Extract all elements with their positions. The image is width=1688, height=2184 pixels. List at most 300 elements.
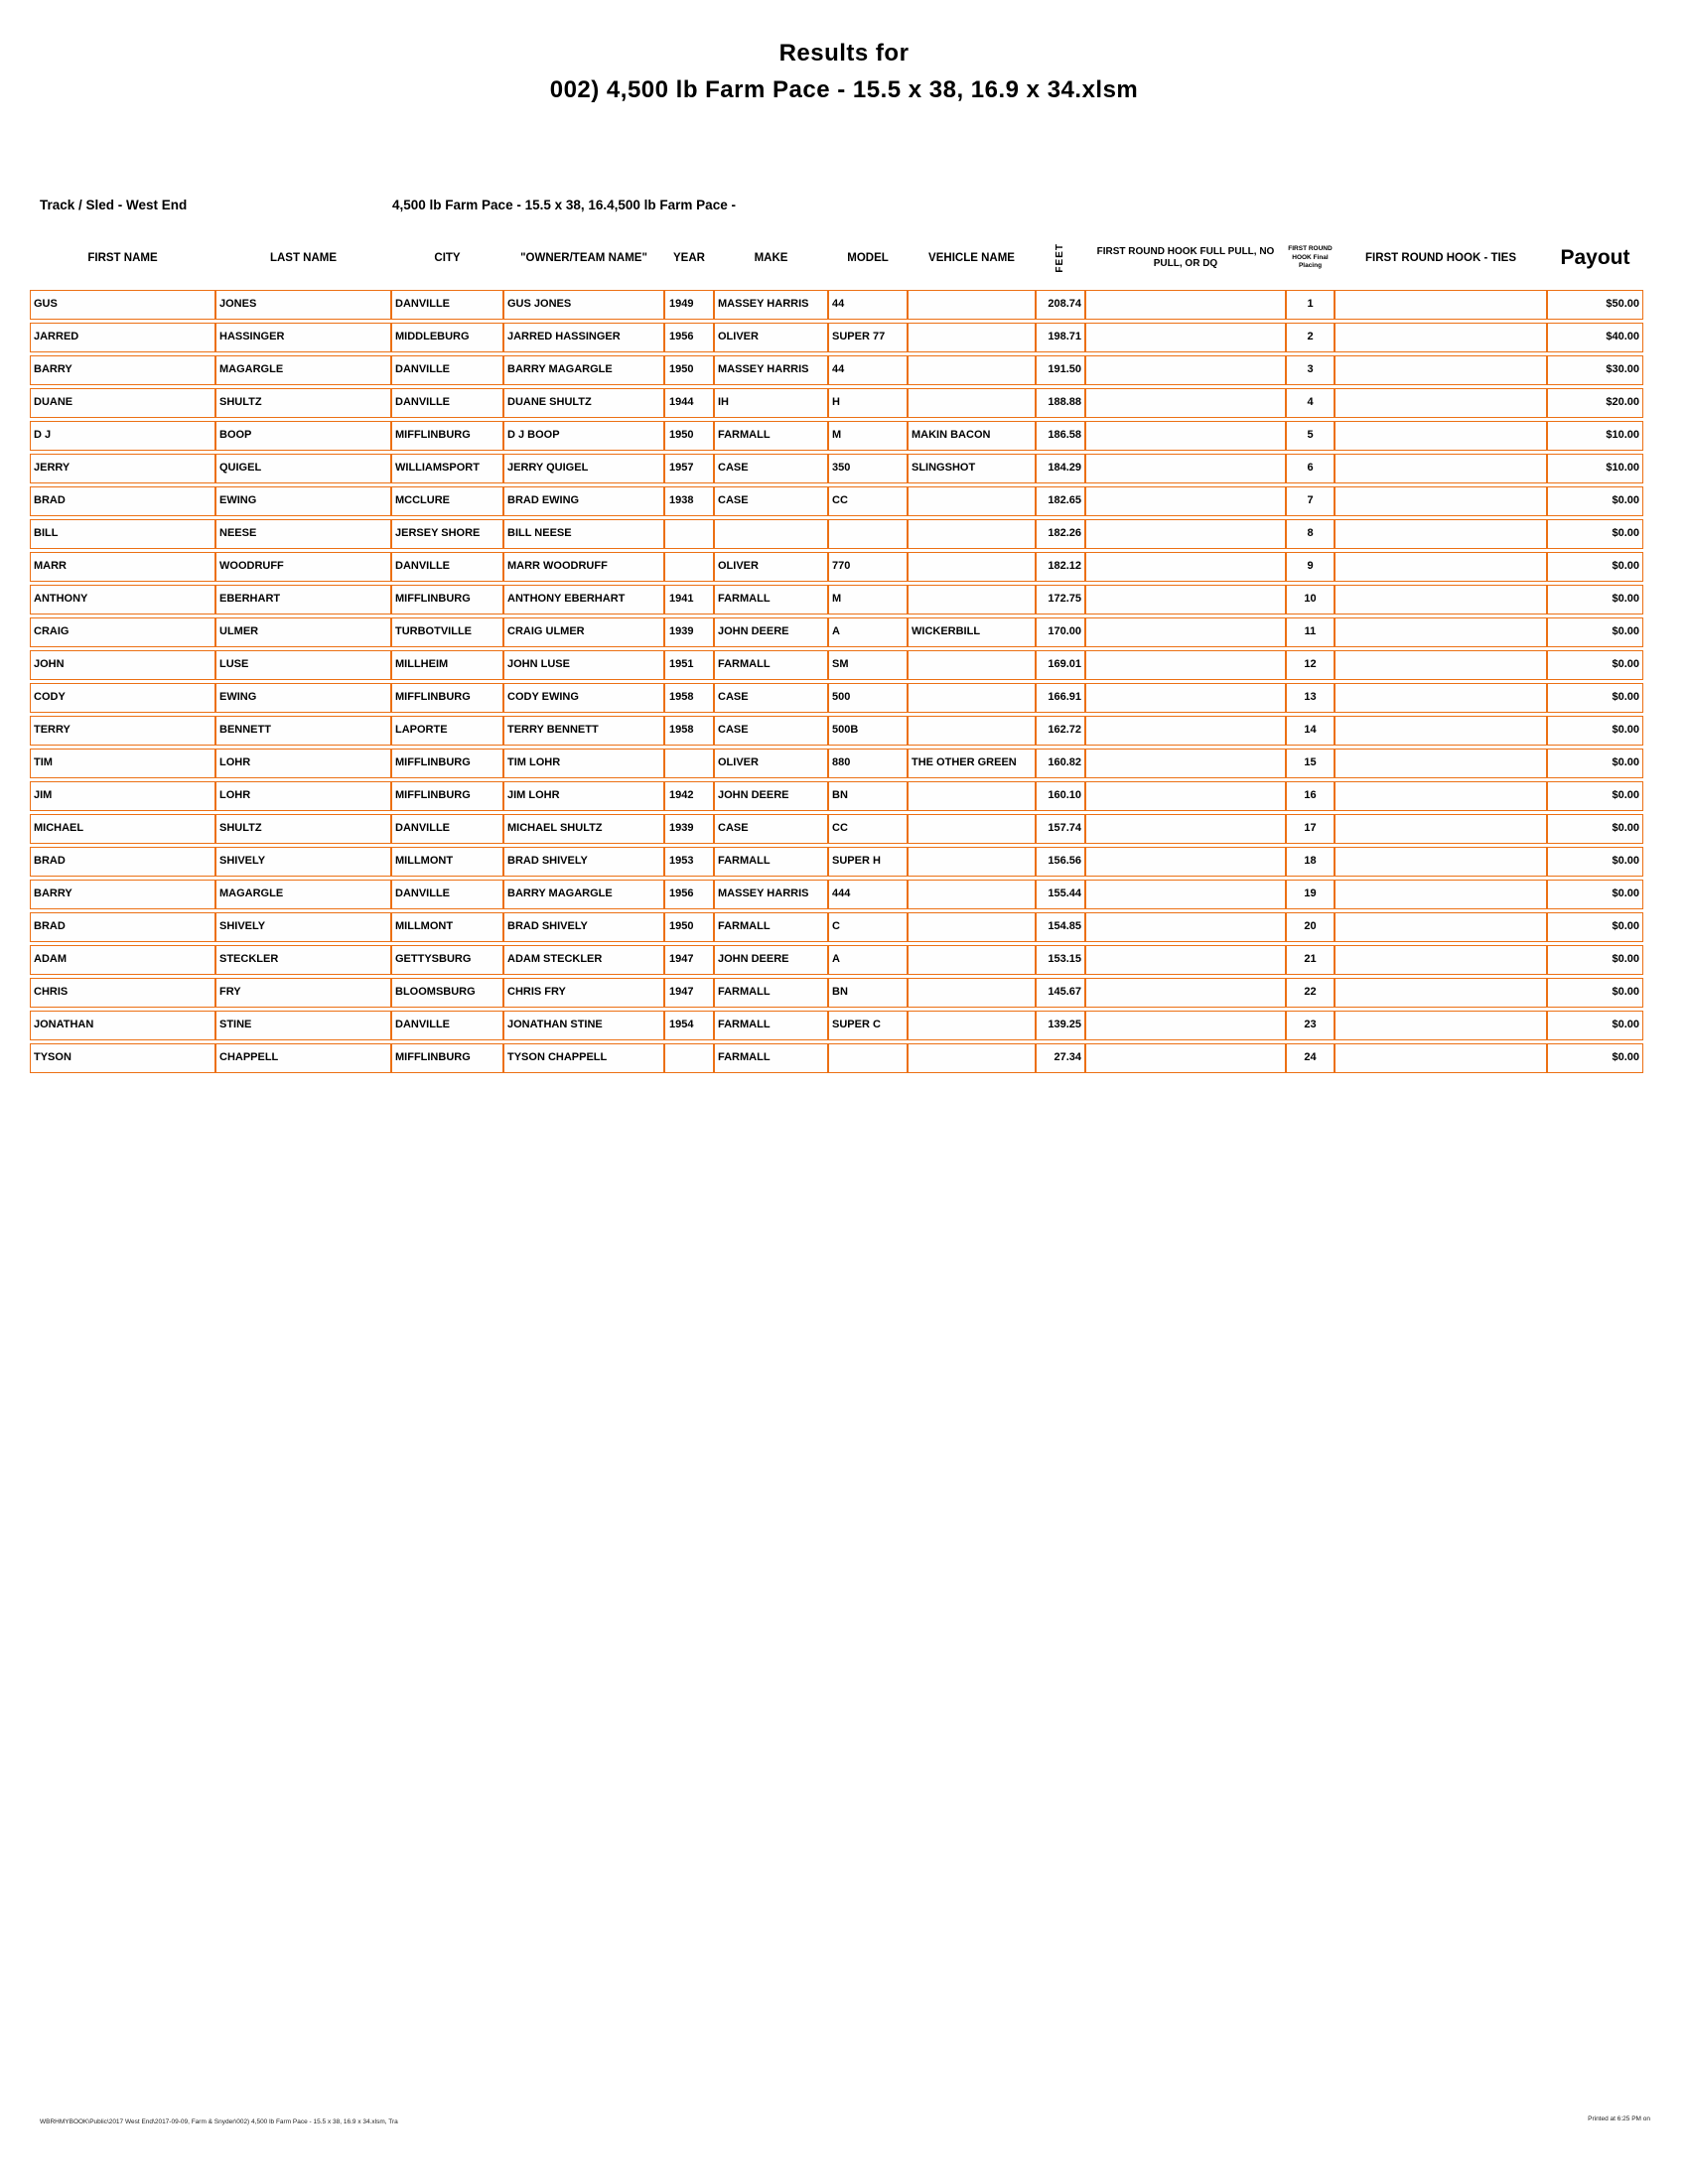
cell-model: SUPER H — [828, 847, 908, 877]
cell-last: JONES — [215, 290, 391, 320]
cell-ties — [1335, 290, 1547, 320]
cell-full_pull — [1085, 388, 1286, 418]
cell-city: GETTYSBURG — [391, 945, 503, 975]
cell-placing: 23 — [1286, 1011, 1335, 1040]
cell-model: A — [828, 617, 908, 647]
cell-payout: $20.00 — [1547, 388, 1643, 418]
cell-feet: 162.72 — [1036, 716, 1085, 746]
cell-model: M — [828, 585, 908, 614]
track-sled-label: Track / Sled - West End — [40, 198, 188, 212]
cell-vehicle — [908, 290, 1036, 320]
cell-first: CRAIG — [30, 617, 215, 647]
cell-full_pull — [1085, 552, 1286, 582]
cell-first: TERRY — [30, 716, 215, 746]
cell-full_pull — [1085, 486, 1286, 516]
table-row — [30, 486, 1643, 516]
cell-owner: D J BOOP — [503, 421, 664, 451]
cell-payout: $0.00 — [1547, 519, 1643, 549]
table-row — [30, 814, 1643, 844]
cell-model: 44 — [828, 290, 908, 320]
footer-printed-at: Printed at 6:25 PM on — [1588, 2116, 1650, 2122]
cell-last: SHIVELY — [215, 912, 391, 942]
table-row — [30, 552, 1643, 582]
cell-vehicle: MAKIN BACON — [908, 421, 1036, 451]
cell-make: OLIVER — [714, 749, 828, 778]
cell-owner: TYSON CHAPPELL — [503, 1043, 664, 1073]
cell-city: MILLHEIM — [391, 650, 503, 680]
cell-year: 1947 — [664, 945, 714, 975]
cell-ties — [1335, 683, 1547, 713]
cell-vehicle — [908, 847, 1036, 877]
cell-year: 1956 — [664, 323, 714, 352]
cell-ties — [1335, 814, 1547, 844]
cell-placing: 16 — [1286, 781, 1335, 811]
cell-feet: 156.56 — [1036, 847, 1085, 877]
cell-vehicle — [908, 355, 1036, 385]
cell-year: 1941 — [664, 585, 714, 614]
cell-full_pull — [1085, 978, 1286, 1008]
cell-feet: 154.85 — [1036, 912, 1085, 942]
cell-payout: $0.00 — [1547, 1043, 1643, 1073]
cell-ties — [1335, 388, 1547, 418]
cell-year — [664, 552, 714, 582]
cell-feet: 153.15 — [1036, 945, 1085, 975]
cell-first: BRAD — [30, 486, 215, 516]
cell-year — [664, 1043, 714, 1073]
cell-feet: 172.75 — [1036, 585, 1085, 614]
report-subtitle-filename: 002) 4,500 lb Farm Pace - 15.5 x 38, 16.9 x 34.xlsm — [549, 76, 1139, 103]
cell-feet: 208.74 — [1036, 290, 1085, 320]
cell-placing: 12 — [1286, 650, 1335, 680]
cell-make: MASSEY HARRIS — [714, 290, 828, 320]
cell-last: EWING — [215, 683, 391, 713]
results-table — [30, 228, 1643, 1076]
cell-make: FARMALL — [714, 847, 828, 877]
col-header-city: CITY — [434, 251, 461, 264]
cell-owner: BRAD EWING — [503, 486, 664, 516]
table-row — [30, 290, 1643, 320]
cell-feet: 184.29 — [1036, 454, 1085, 483]
cell-payout: $30.00 — [1547, 355, 1643, 385]
col-header-make: MAKE — [754, 251, 788, 264]
cell-owner: ANTHONY EBERHART — [503, 585, 664, 614]
cell-feet: 166.91 — [1036, 683, 1085, 713]
cell-ties — [1335, 781, 1547, 811]
cell-placing: 18 — [1286, 847, 1335, 877]
cell-feet: 139.25 — [1036, 1011, 1085, 1040]
cell-year — [664, 749, 714, 778]
cell-year: 1956 — [664, 880, 714, 909]
cell-full_pull — [1085, 421, 1286, 451]
cell-full_pull — [1085, 355, 1286, 385]
cell-payout: $0.00 — [1547, 912, 1643, 942]
cell-make: JOHN DEERE — [714, 945, 828, 975]
cell-full_pull — [1085, 716, 1286, 746]
cell-make: FARMALL — [714, 978, 828, 1008]
table-row — [30, 945, 1643, 975]
cell-first: BRAD — [30, 912, 215, 942]
cell-vehicle — [908, 912, 1036, 942]
report-title: Results for — [778, 40, 910, 67]
event-class-label: 4,500 lb Farm Pace - 15.5 x 38, 16.4,500 lb Farm Pace - — [392, 198, 736, 212]
cell-year: 1942 — [664, 781, 714, 811]
cell-vehicle — [908, 519, 1036, 549]
cell-last: SHULTZ — [215, 814, 391, 844]
cell-model: CC — [828, 814, 908, 844]
cell-first: JOHN — [30, 650, 215, 680]
cell-first: CODY — [30, 683, 215, 713]
cell-placing: 10 — [1286, 585, 1335, 614]
cell-payout: $0.00 — [1547, 716, 1643, 746]
col-header-feet — [1036, 228, 1085, 288]
cell-placing: 22 — [1286, 978, 1335, 1008]
cell-owner: JARRED HASSINGER — [503, 323, 664, 352]
cell-city: MIFFLINBURG — [391, 585, 503, 614]
cell-placing: 9 — [1286, 552, 1335, 582]
cell-last: FRY — [215, 978, 391, 1008]
cell-vehicle — [908, 486, 1036, 516]
cell-owner: JOHN LUSE — [503, 650, 664, 680]
cell-first: CHRIS — [30, 978, 215, 1008]
cell-make: OLIVER — [714, 552, 828, 582]
cell-year: 1949 — [664, 290, 714, 320]
cell-payout: $10.00 — [1547, 421, 1643, 451]
cell-full_pull — [1085, 1011, 1286, 1040]
cell-full_pull — [1085, 683, 1286, 713]
cell-placing: 24 — [1286, 1043, 1335, 1073]
cell-payout: $50.00 — [1547, 290, 1643, 320]
cell-full_pull — [1085, 814, 1286, 844]
cell-ties — [1335, 1043, 1547, 1073]
cell-model: 500 — [828, 683, 908, 713]
cell-full_pull — [1085, 912, 1286, 942]
cell-first: ADAM — [30, 945, 215, 975]
cell-city: WILLIAMSPORT — [391, 454, 503, 483]
table-body — [30, 290, 1643, 1073]
cell-placing: 2 — [1286, 323, 1335, 352]
cell-first: D J — [30, 421, 215, 451]
cell-first: MICHAEL — [30, 814, 215, 844]
table-row — [30, 781, 1643, 811]
col-header-vehicle-name: VEHICLE NAME — [928, 251, 1015, 264]
cell-city: MIFFLINBURG — [391, 421, 503, 451]
cell-full_pull — [1085, 290, 1286, 320]
cell-vehicle — [908, 1043, 1036, 1073]
cell-model — [828, 1043, 908, 1073]
cell-placing: 13 — [1286, 683, 1335, 713]
cell-make: FARMALL — [714, 585, 828, 614]
cell-full_pull — [1085, 323, 1286, 352]
cell-first: JIM — [30, 781, 215, 811]
table-row — [30, 421, 1643, 451]
cell-ties — [1335, 945, 1547, 975]
cell-city: MILLMONT — [391, 847, 503, 877]
cell-first: BILL — [30, 519, 215, 549]
cell-first: JARRED — [30, 323, 215, 352]
cell-full_pull — [1085, 1043, 1286, 1073]
cell-owner: CHRIS FRY — [503, 978, 664, 1008]
cell-full_pull — [1085, 585, 1286, 614]
cell-make: FARMALL — [714, 912, 828, 942]
cell-make: OLIVER — [714, 323, 828, 352]
cell-vehicle — [908, 978, 1036, 1008]
table-row — [30, 617, 1643, 647]
table-row — [30, 585, 1643, 614]
table-row — [30, 749, 1643, 778]
col-header-owner-team-name: "OWNER/TEAM NAME" — [520, 251, 647, 264]
cell-first: JONATHAN — [30, 1011, 215, 1040]
cell-city: DANVILLE — [391, 1011, 503, 1040]
cell-city: MIFFLINBURG — [391, 749, 503, 778]
cell-feet: 188.88 — [1036, 388, 1085, 418]
cell-owner: JIM LOHR — [503, 781, 664, 811]
cell-year: 1939 — [664, 617, 714, 647]
cell-city: BLOOMSBURG — [391, 978, 503, 1008]
cell-city: MCCLURE — [391, 486, 503, 516]
table-row — [30, 978, 1643, 1008]
cell-make: FARMALL — [714, 650, 828, 680]
cell-payout: $0.00 — [1547, 814, 1643, 844]
cell-model — [828, 519, 908, 549]
cell-city: DANVILLE — [391, 355, 503, 385]
cell-placing: 6 — [1286, 454, 1335, 483]
cell-last: STECKLER — [215, 945, 391, 975]
cell-last: BENNETT — [215, 716, 391, 746]
cell-year: 1958 — [664, 716, 714, 746]
cell-city: DANVILLE — [391, 880, 503, 909]
cell-payout: $10.00 — [1547, 454, 1643, 483]
cell-placing: 11 — [1286, 617, 1335, 647]
cell-ties — [1335, 421, 1547, 451]
cell-payout: $40.00 — [1547, 323, 1643, 352]
cell-last: LOHR — [215, 781, 391, 811]
cell-payout: $0.00 — [1547, 1011, 1643, 1040]
cell-full_pull — [1085, 650, 1286, 680]
cell-payout: $0.00 — [1547, 683, 1643, 713]
cell-placing: 15 — [1286, 749, 1335, 778]
cell-model: M — [828, 421, 908, 451]
cell-model: 500B — [828, 716, 908, 746]
feet-vertical-text: FEET — [1054, 243, 1065, 273]
cell-make: CASE — [714, 716, 828, 746]
cell-full_pull — [1085, 945, 1286, 975]
cell-full_pull — [1085, 781, 1286, 811]
cell-city: DANVILLE — [391, 388, 503, 418]
cell-placing: 20 — [1286, 912, 1335, 942]
cell-owner: BRAD SHIVELY — [503, 847, 664, 877]
cell-vehicle — [908, 814, 1036, 844]
col-header-model: MODEL — [847, 251, 889, 264]
cell-feet: 27.34 — [1036, 1043, 1085, 1073]
cell-feet: 169.01 — [1036, 650, 1085, 680]
cell-year: 1950 — [664, 912, 714, 942]
cell-last: LOHR — [215, 749, 391, 778]
cell-model: H — [828, 388, 908, 418]
table-row — [30, 880, 1643, 909]
cell-first: TIM — [30, 749, 215, 778]
cell-ties — [1335, 454, 1547, 483]
cell-vehicle — [908, 650, 1036, 680]
cell-model: SUPER 77 — [828, 323, 908, 352]
table-row — [30, 847, 1643, 877]
cell-make: CASE — [714, 683, 828, 713]
cell-owner: BRAD SHIVELY — [503, 912, 664, 942]
cell-city: DANVILLE — [391, 552, 503, 582]
cell-ties — [1335, 912, 1547, 942]
cell-payout: $0.00 — [1547, 781, 1643, 811]
cell-city: MILLMONT — [391, 912, 503, 942]
cell-placing: 14 — [1286, 716, 1335, 746]
cell-model: 444 — [828, 880, 908, 909]
cell-city: TURBOTVILLE — [391, 617, 503, 647]
cell-ties — [1335, 519, 1547, 549]
cell-make: CASE — [714, 814, 828, 844]
cell-year: 1944 — [664, 388, 714, 418]
cell-vehicle — [908, 716, 1036, 746]
table-row — [30, 1011, 1643, 1040]
cell-city: DANVILLE — [391, 290, 503, 320]
col-header-last-name: LAST NAME — [269, 251, 338, 264]
cell-payout: $0.00 — [1547, 978, 1643, 1008]
cell-last: HASSINGER — [215, 323, 391, 352]
cell-placing: 8 — [1286, 519, 1335, 549]
cell-placing: 19 — [1286, 880, 1335, 909]
cell-payout: $0.00 — [1547, 617, 1643, 647]
cell-owner: MICHAEL SHULTZ — [503, 814, 664, 844]
cell-full_pull — [1085, 519, 1286, 549]
cell-vehicle — [908, 585, 1036, 614]
cell-payout: $0.00 — [1547, 552, 1643, 582]
cell-owner: JERRY QUIGEL — [503, 454, 664, 483]
col-header-first-round-hook-result: FIRST ROUND HOOK FULL PULL, NO PULL, OR DQ — [1096, 245, 1275, 269]
cell-ties — [1335, 552, 1547, 582]
cell-full_pull — [1085, 880, 1286, 909]
cell-city: DANVILLE — [391, 814, 503, 844]
cell-model: CC — [828, 486, 908, 516]
table-row — [30, 388, 1643, 418]
cell-full_pull — [1085, 617, 1286, 647]
cell-vehicle: SLINGSHOT — [908, 454, 1036, 483]
cell-placing: 17 — [1286, 814, 1335, 844]
cell-year: 1939 — [664, 814, 714, 844]
cell-placing: 7 — [1286, 486, 1335, 516]
cell-owner: DUANE SHULTZ — [503, 388, 664, 418]
cell-year: 1950 — [664, 421, 714, 451]
cell-city: MIFFLINBURG — [391, 781, 503, 811]
cell-model: 770 — [828, 552, 908, 582]
cell-year: 1958 — [664, 683, 714, 713]
table-row — [30, 323, 1643, 352]
cell-owner: MARR WOODRUFF — [503, 552, 664, 582]
cell-feet: 155.44 — [1036, 880, 1085, 909]
cell-ties — [1335, 880, 1547, 909]
cell-first: BARRY — [30, 880, 215, 909]
table-row — [30, 355, 1643, 385]
cell-first: TYSON — [30, 1043, 215, 1073]
cell-city: JERSEY SHORE — [391, 519, 503, 549]
table-row — [30, 716, 1643, 746]
cell-last: LUSE — [215, 650, 391, 680]
cell-feet: 182.12 — [1036, 552, 1085, 582]
cell-vehicle — [908, 552, 1036, 582]
cell-make: JOHN DEERE — [714, 781, 828, 811]
cell-last: SHIVELY — [215, 847, 391, 877]
cell-last: SHULTZ — [215, 388, 391, 418]
cell-placing: 4 — [1286, 388, 1335, 418]
cell-payout: $0.00 — [1547, 486, 1643, 516]
cell-last: MAGARGLE — [215, 880, 391, 909]
cell-last: NEESE — [215, 519, 391, 549]
cell-year: 1953 — [664, 847, 714, 877]
cell-vehicle — [908, 781, 1036, 811]
cell-year: 1947 — [664, 978, 714, 1008]
cell-placing: 3 — [1286, 355, 1335, 385]
cell-model: 44 — [828, 355, 908, 385]
cell-model: A — [828, 945, 908, 975]
cell-owner: BILL NEESE — [503, 519, 664, 549]
cell-year: 1957 — [664, 454, 714, 483]
cell-payout: $0.00 — [1547, 945, 1643, 975]
cell-first: DUANE — [30, 388, 215, 418]
cell-ties — [1335, 486, 1547, 516]
cell-first: BRAD — [30, 847, 215, 877]
cell-owner: BARRY MAGARGLE — [503, 355, 664, 385]
cell-city: MIFFLINBURG — [391, 683, 503, 713]
cell-vehicle — [908, 1011, 1036, 1040]
table-header-row — [30, 228, 1643, 288]
cell-last: QUIGEL — [215, 454, 391, 483]
cell-ties — [1335, 617, 1547, 647]
cell-ties — [1335, 978, 1547, 1008]
cell-last: EWING — [215, 486, 391, 516]
cell-year: 1954 — [664, 1011, 714, 1040]
table-row — [30, 1043, 1643, 1073]
cell-feet: 157.74 — [1036, 814, 1085, 844]
cell-feet: 182.26 — [1036, 519, 1085, 549]
cell-year — [664, 519, 714, 549]
cell-feet: 160.82 — [1036, 749, 1085, 778]
cell-full_pull — [1085, 847, 1286, 877]
cell-ties — [1335, 749, 1547, 778]
cell-feet: 182.65 — [1036, 486, 1085, 516]
cell-make: FARMALL — [714, 1011, 828, 1040]
cell-owner: BARRY MAGARGLE — [503, 880, 664, 909]
cell-make: FARMALL — [714, 1043, 828, 1073]
cell-vehicle: WICKERBILL — [908, 617, 1036, 647]
col-header-payout: Payout — [1560, 245, 1630, 269]
cell-vehicle — [908, 945, 1036, 975]
cell-make: CASE — [714, 486, 828, 516]
cell-first: BARRY — [30, 355, 215, 385]
cell-last: MAGARGLE — [215, 355, 391, 385]
cell-model: 880 — [828, 749, 908, 778]
col-header-final-placing: FIRST ROUND HOOK Final Placing — [1288, 244, 1333, 270]
cell-owner: GUS JONES — [503, 290, 664, 320]
table-row — [30, 454, 1643, 483]
cell-feet: 170.00 — [1036, 617, 1085, 647]
cell-city: LAPORTE — [391, 716, 503, 746]
cell-payout: $0.00 — [1547, 847, 1643, 877]
cell-ties — [1335, 1011, 1547, 1040]
cell-first: MARR — [30, 552, 215, 582]
cell-last: WOODRUFF — [215, 552, 391, 582]
col-header-first-name: FIRST NAME — [87, 251, 158, 264]
cell-placing: 21 — [1286, 945, 1335, 975]
table-row — [30, 683, 1643, 713]
cell-model: 350 — [828, 454, 908, 483]
report-title-block — [0, 40, 1688, 104]
cell-ties — [1335, 847, 1547, 877]
